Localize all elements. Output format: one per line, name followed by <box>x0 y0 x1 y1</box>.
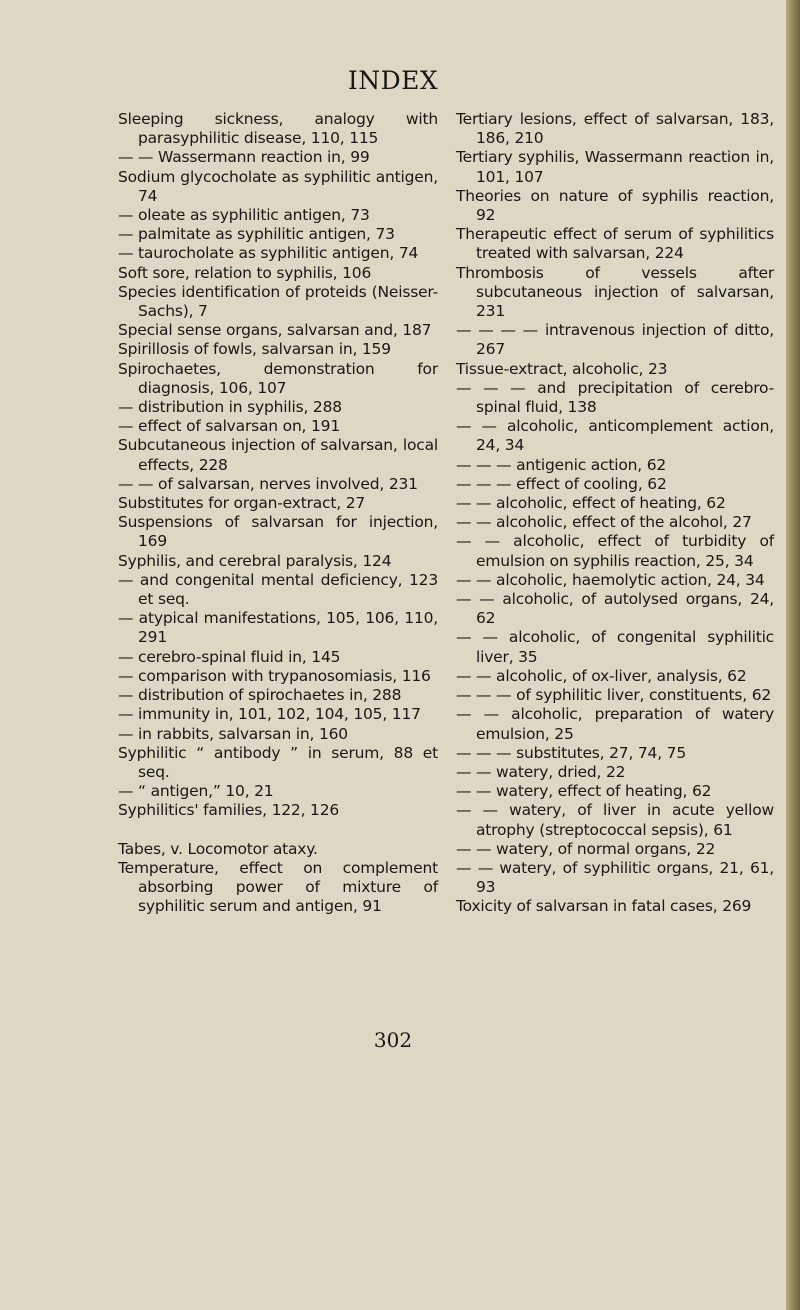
index-entry: Sleeping sickness, analogy with parasyphilitic disease, 110, 115 <box>118 110 438 148</box>
index-entry: — distribution in syphilis, 288 <box>118 398 342 417</box>
index-entry: — — — — intravenous injection of ditto, 267 <box>456 321 774 359</box>
index-entry: Syphilitics' families, 122, 126 <box>118 801 340 820</box>
index-entry: Soft sore, relation to syphilis, 106 <box>118 263 372 282</box>
index-entry: — — alcoholic, preparation of watery emulsion, 25 <box>456 705 774 743</box>
index-entry: Subcutaneous injection of salvarsan, local effects, 228 <box>118 436 438 474</box>
index-entry: Syphilis, and cerebral paralysis, 124 <box>118 551 392 570</box>
book-edge <box>786 0 800 1310</box>
index-entry: Syphilitic “ antibody ” in serum, 88 et seq. <box>118 743 438 781</box>
index-entry: — — watery, of normal organs, 22 <box>456 839 716 858</box>
index-column-right <box>456 110 774 917</box>
index-entry: — cerebro-spinal fluid in, 145 <box>118 647 341 666</box>
index-entry: — — alcoholic, effect of the alcohol, 27 <box>456 513 752 532</box>
index-entry: — — Wassermann reaction in, 99 <box>118 148 370 167</box>
index-entry: — — alcoholic, of congenital syphilitic liver, 35 <box>456 628 774 666</box>
page-number: 302 <box>373 1028 413 1052</box>
index-entry: Tertiary lesions, effect of salvarsan, 183, 186, 210 <box>456 110 774 148</box>
index-entry: — — alcoholic, haemolytic action, 24, 34 <box>456 570 765 589</box>
index-entry: — — alcoholic, effect of heating, 62 <box>456 494 726 513</box>
index-entry: — — watery, dried, 22 <box>456 762 626 781</box>
index-entry: Spirillosis of fowls, salvarsan in, 159 <box>118 340 391 359</box>
page-title: INDEX <box>347 66 439 95</box>
index-entry: — palmitate as syphilitic antigen, 73 <box>118 225 395 244</box>
index-entry: — — alcoholic, of ox-liver, analysis, 62 <box>456 666 747 685</box>
index-entry: — — — effect of cooling, 62 <box>456 474 667 493</box>
index-entry: — oleate as syphilitic antigen, 73 <box>118 206 370 225</box>
index-entry: Theories on nature of syphilis reaction, 92 <box>456 186 774 225</box>
index-entry: — effect of salvarsan on, 191 <box>118 417 341 436</box>
index-entry: — — watery, of syphilitic organs, 21, 61, 93 <box>456 858 774 897</box>
index-entry: — comparison with trypanosomiasis, 116 <box>118 666 431 685</box>
index-entry: — — — and precipitation of cerebro-spinal fluid, 138 <box>456 378 774 417</box>
index-entry: — — — of syphilitic liver, constituents, 62 <box>456 686 772 705</box>
index-entry: — — — substitutes, 27, 74, 75 <box>456 743 686 762</box>
index-entry: — — alcoholic, of autolysed organs, 24, 62 <box>456 590 774 628</box>
index-entry: Special sense organs, salvarsan and, 187 <box>118 321 432 340</box>
index-entry: — and congenital mental deficiency, 123 et seq. <box>118 570 438 609</box>
index-entry: — “ antigen,” 10, 21 <box>118 782 274 801</box>
index-entry: — — watery, of liver in acute yellow atrophy (streptococcal sepsis), 61 <box>456 801 774 839</box>
index-entry: Thrombosis of vessels after subcutaneous injection of salvarsan, 231 <box>456 263 774 321</box>
index-entry: — atypical manifestations, 105, 106, 110, 291 <box>118 609 438 647</box>
index-column-left <box>118 110 438 916</box>
index-entry: — — of salvarsan, nerves involved, 231 <box>118 474 418 493</box>
index-entry: Tabes, v. Locomotor ataxy. <box>118 839 318 858</box>
index-entry: Tissue-extract, alcoholic, 23 <box>456 359 668 378</box>
index-entry: Suspensions of salvarsan for injection, 169 <box>118 513 438 551</box>
index-entry: — in rabbits, salvarsan in, 160 <box>118 724 348 743</box>
index-entry: — — — antigenic action, 62 <box>456 455 667 474</box>
index-entry: — — alcoholic, effect of turbidity of emulsion on syphilis reaction, 25, 34 <box>456 532 774 570</box>
index-entry: Spirochaetes, demonstration for diagnosis, 106, 107 <box>118 359 438 397</box>
index-entry: — — watery, effect of heating, 62 <box>456 782 712 801</box>
index-entry: Tertiary syphilis, Wassermann reaction in, 101, 107 <box>456 148 774 186</box>
index-entry: Temperature, effect on complement absorbing power of mixture of syphilitic serum and antigen, 91 <box>118 858 438 916</box>
index-entry: Therapeutic effect of serum of syphilitics treated with salvarsan, 224 <box>456 225 774 263</box>
index-entry: Species identification of proteids (Neisser-Sachs), 7 <box>118 282 438 321</box>
index-entry: Toxicity of salvarsan in fatal cases, 269 <box>456 897 752 916</box>
index-entry: Sodium glycocholate as syphilitic antigen, 74 <box>118 167 438 205</box>
index-entry: — distribution of spirochaetes in, 288 <box>118 686 402 705</box>
index-entry: — immunity in, 101, 102, 104, 105, 117 <box>118 705 421 724</box>
index-entry: — taurocholate as syphilitic antigen, 74 <box>118 244 419 263</box>
index-entry: — — alcoholic, anticomplement action, 24, 34 <box>456 417 774 455</box>
index-entry: Substitutes for organ-extract, 27 <box>118 494 366 513</box>
